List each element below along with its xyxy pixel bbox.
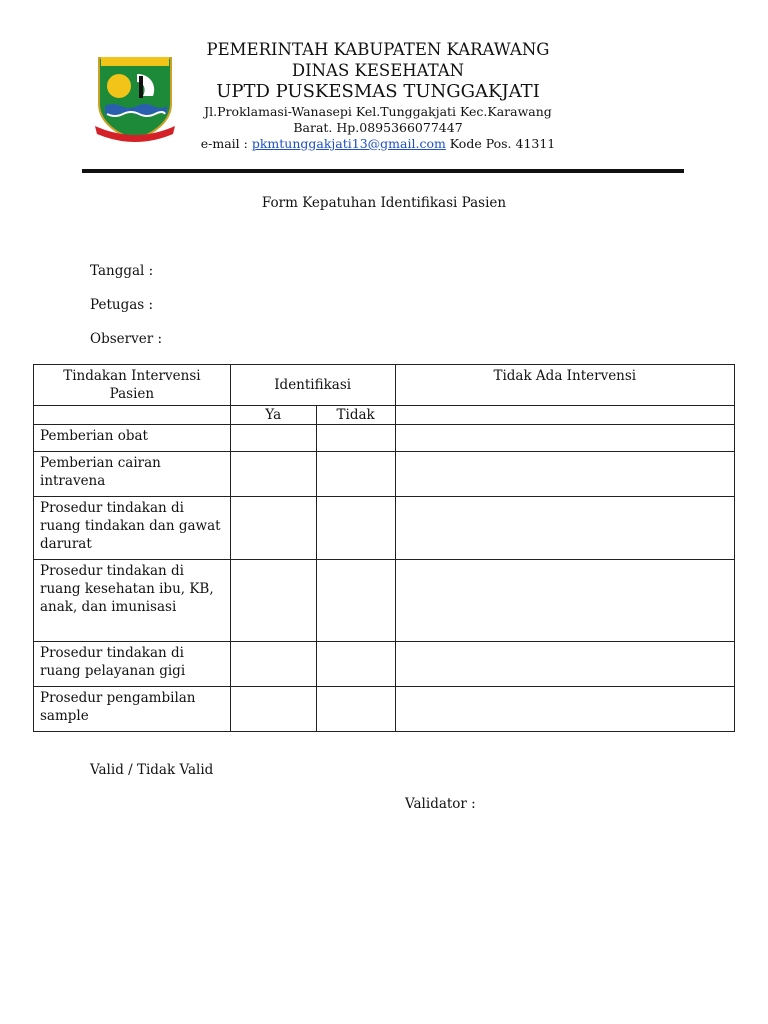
table-subheader-row [34, 406, 735, 425]
institution-name: UPTD PUSKESMAS TUNGGAKJATI [216, 81, 540, 103]
cell-ya[interactable] [230, 425, 316, 452]
cell-tidak[interactable] [316, 452, 395, 497]
letterhead [178, 40, 578, 152]
contact-line [178, 136, 578, 152]
form-title: Form Kepatuhan Identifikasi Pasien [261, 195, 507, 211]
table-row [34, 497, 735, 560]
field-petugas: Petugas : [90, 297, 154, 313]
table-row [34, 452, 735, 497]
header-tidak-ada-intervensi: Tidak Ada Intervensi [395, 365, 734, 406]
subheader-ya: Ya [230, 406, 316, 425]
letterhead-divider [82, 169, 684, 173]
email-label: e-mail : [200, 135, 252, 151]
row-label: Prosedur tindakan di ruang kesehatan ibu, KB, anak, dan imunisasi [34, 560, 231, 642]
cell-tidak[interactable] [316, 425, 395, 452]
cell-ya[interactable] [230, 452, 316, 497]
row-label: Prosedur tindakan di ruang pelayanan gigi [34, 642, 231, 687]
field-observer: Observer : [90, 331, 162, 347]
observation-table [33, 364, 735, 732]
validator-label: Validator : [405, 796, 476, 812]
kabupaten-karawang-logo [93, 52, 177, 142]
cell-tidak[interactable] [316, 642, 395, 687]
cell-tidak-ada-intervensi[interactable] [395, 642, 734, 687]
cell-tidak-ada-intervensi[interactable] [395, 497, 734, 560]
cell-tidak-ada-intervensi[interactable] [395, 687, 734, 732]
postal-code: Kode Pos. 41311 [445, 135, 556, 151]
cell-tidak-ada-intervensi[interactable] [395, 452, 734, 497]
address-line-2: Barat. Hp.0895366077447 [293, 119, 463, 135]
cell-ya[interactable] [230, 560, 316, 642]
table-row [34, 425, 735, 452]
cell-tidak[interactable] [316, 687, 395, 732]
cell-ya[interactable] [230, 497, 316, 560]
cell-tidak-ada-intervensi[interactable] [395, 560, 734, 642]
department-name: DINAS KESEHATAN [291, 60, 465, 80]
subheader-tidak: Tidak [316, 406, 395, 425]
table-row [34, 642, 735, 687]
row-label: Prosedur pengambilan sample [34, 687, 231, 732]
row-label: Pemberian cairan intravena [34, 452, 231, 497]
header-identifikasi: Identifikasi [230, 365, 395, 406]
cell-tidak[interactable] [316, 497, 395, 560]
address-line-1: Jl.Proklamasi-Wanasepi Kel.Tunggakjati Kec.Karawang [204, 103, 552, 119]
header-tindakan: Tindakan Intervensi Pasien [34, 365, 231, 406]
cell-ya[interactable] [230, 642, 316, 687]
row-label: Prosedur tindakan di ruang tindakan dan gawat darurat [34, 497, 231, 560]
government-name: PEMERINTAH KABUPATEN KARAWANG [206, 40, 550, 59]
table-row [34, 687, 735, 732]
subheader-empty-2 [395, 406, 734, 425]
subheader-empty [34, 406, 231, 425]
table-row [34, 560, 735, 642]
table-header-row [34, 365, 735, 406]
cell-ya[interactable] [230, 687, 316, 732]
row-label: Pemberian obat [34, 425, 231, 452]
valid-status: Valid / Tidak Valid [90, 762, 214, 778]
email-link[interactable]: pkmtunggakjati13@gmail.com [251, 135, 446, 151]
field-tanggal: Tanggal : [90, 263, 154, 279]
cell-tidak-ada-intervensi[interactable] [395, 425, 734, 452]
cell-tidak[interactable] [316, 560, 395, 642]
